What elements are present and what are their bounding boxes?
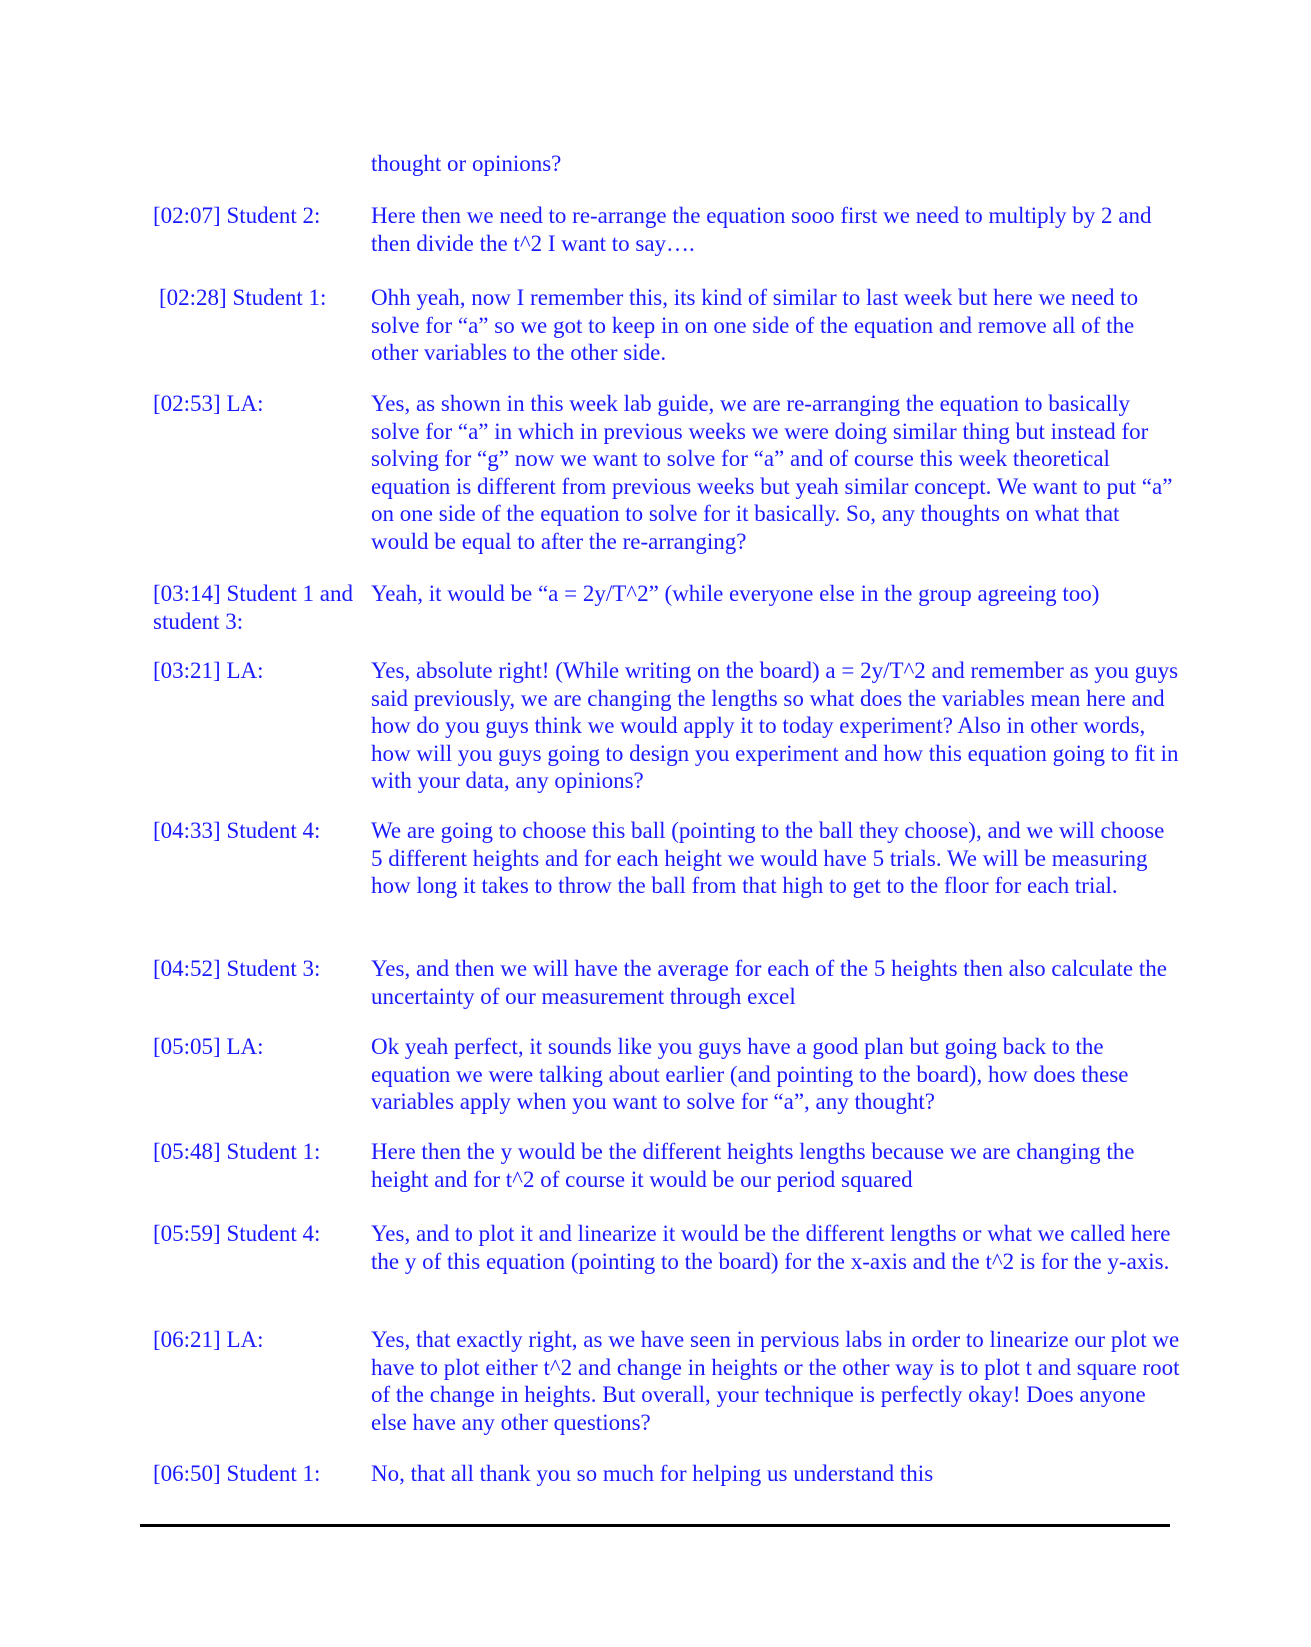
speaker-label: [02:28] Student 1: — [159, 285, 327, 310]
utterance-text: Ok yeah perfect, it sounds like you guys have a good plan but going back to the equation we were talking about earlier (and pointing to the board), how does these variables apply when you want to solve for “a”, any thought? — [371, 1034, 1129, 1114]
speaker-label: [06:50] Student 1: — [153, 1461, 321, 1486]
utterance-text: Yes, that exactly right, as we have seen in pervious labs in order to linearize our plot we have to plot either t^2 and change in heights or the other way is to plot t and square root of the change in heights. But overall, your technique is perfectly okay! Does anyone else have any other questions? — [371, 1327, 1180, 1435]
speaker-label: [05:48] Student 1: — [153, 1139, 321, 1164]
utterance-text: Yes, as shown in this week lab guide, we are re-arranging the equation to basically solve for “a” in which in previous weeks we were doing similar thing but instead for solving for “g” now we want to solve for “a” and of course this week theoretical equation is different from previous weeks but yeah similar concept. We want to put “a” on one side of the equation to solve for it basically. So, any thoughts on what that would be equal to after the re-arranging? — [371, 391, 1173, 554]
utterance-text: No, that all thank you so much for helping us understand this — [371, 1461, 934, 1486]
speaker-label: [03:14] Student 1 and student 3: — [153, 581, 353, 634]
continuation-text: thought or opinions? — [371, 151, 562, 176]
utterance-text: Yes, and then we will have the average for each of the 5 heights then also calculate the uncertainty of our measurement through excel — [371, 956, 1167, 1009]
speaker-label: [04:33] Student 4: — [153, 818, 321, 843]
utterance-text: Ohh yeah, now I remember this, its kind of similar to last week but here we need to solve for “a” so we got to keep in on one side of the equation and remove all of the other variables to the other side. — [371, 285, 1139, 365]
section-divider — [140, 1524, 1170, 1527]
speaker-label: [04:52] Student 3: — [153, 956, 321, 981]
utterance-text: Here then the y would be the different heights lengths because we are changing the height and for t^2 of course it would be our period squared — [371, 1139, 1135, 1192]
speaker-label: [03:21] LA: — [153, 658, 264, 683]
speaker-label: [06:21] LA: — [153, 1327, 264, 1352]
speaker-label: [02:07] Student 2: — [153, 203, 321, 228]
utterance-text: Yes, and to plot it and linearize it would be the different lengths or what we called here the y of this equation (pointing to the board) for the x-axis and the t^2 is for the y-axis. — [371, 1221, 1171, 1274]
speaker-label: [05:59] Student 4: — [153, 1221, 321, 1246]
utterance-text: Here then we need to re-arrange the equation sooo first we need to multiply by 2 and then divide the t^2 I want to say…. — [371, 203, 1152, 256]
speaker-label: [05:05] LA: — [153, 1034, 264, 1059]
utterance-text: Yes, absolute right! (While writing on the board) a = 2y/T^2 and remember as you guys said previously, we are changing the lengths so what does the variables mean here and how do you guys think we would apply it to today experiment? Also in other words, how will you guys going to design you experiment and how this equation going to fit in with your data, any opinions? — [371, 658, 1179, 793]
utterance-text: We are going to choose this ball (pointing to the ball they choose), and we will choose 5 different heights and for each height we would have 5 trials. We will be measuring how long it takes to throw the ball from that high to get to the floor for each trial. — [371, 818, 1165, 898]
utterance-text: Yeah, it would be “a = 2y/T^2” (while everyone else in the group agreeing too) — [371, 581, 1100, 606]
speaker-label: [02:53] LA: — [153, 391, 264, 416]
